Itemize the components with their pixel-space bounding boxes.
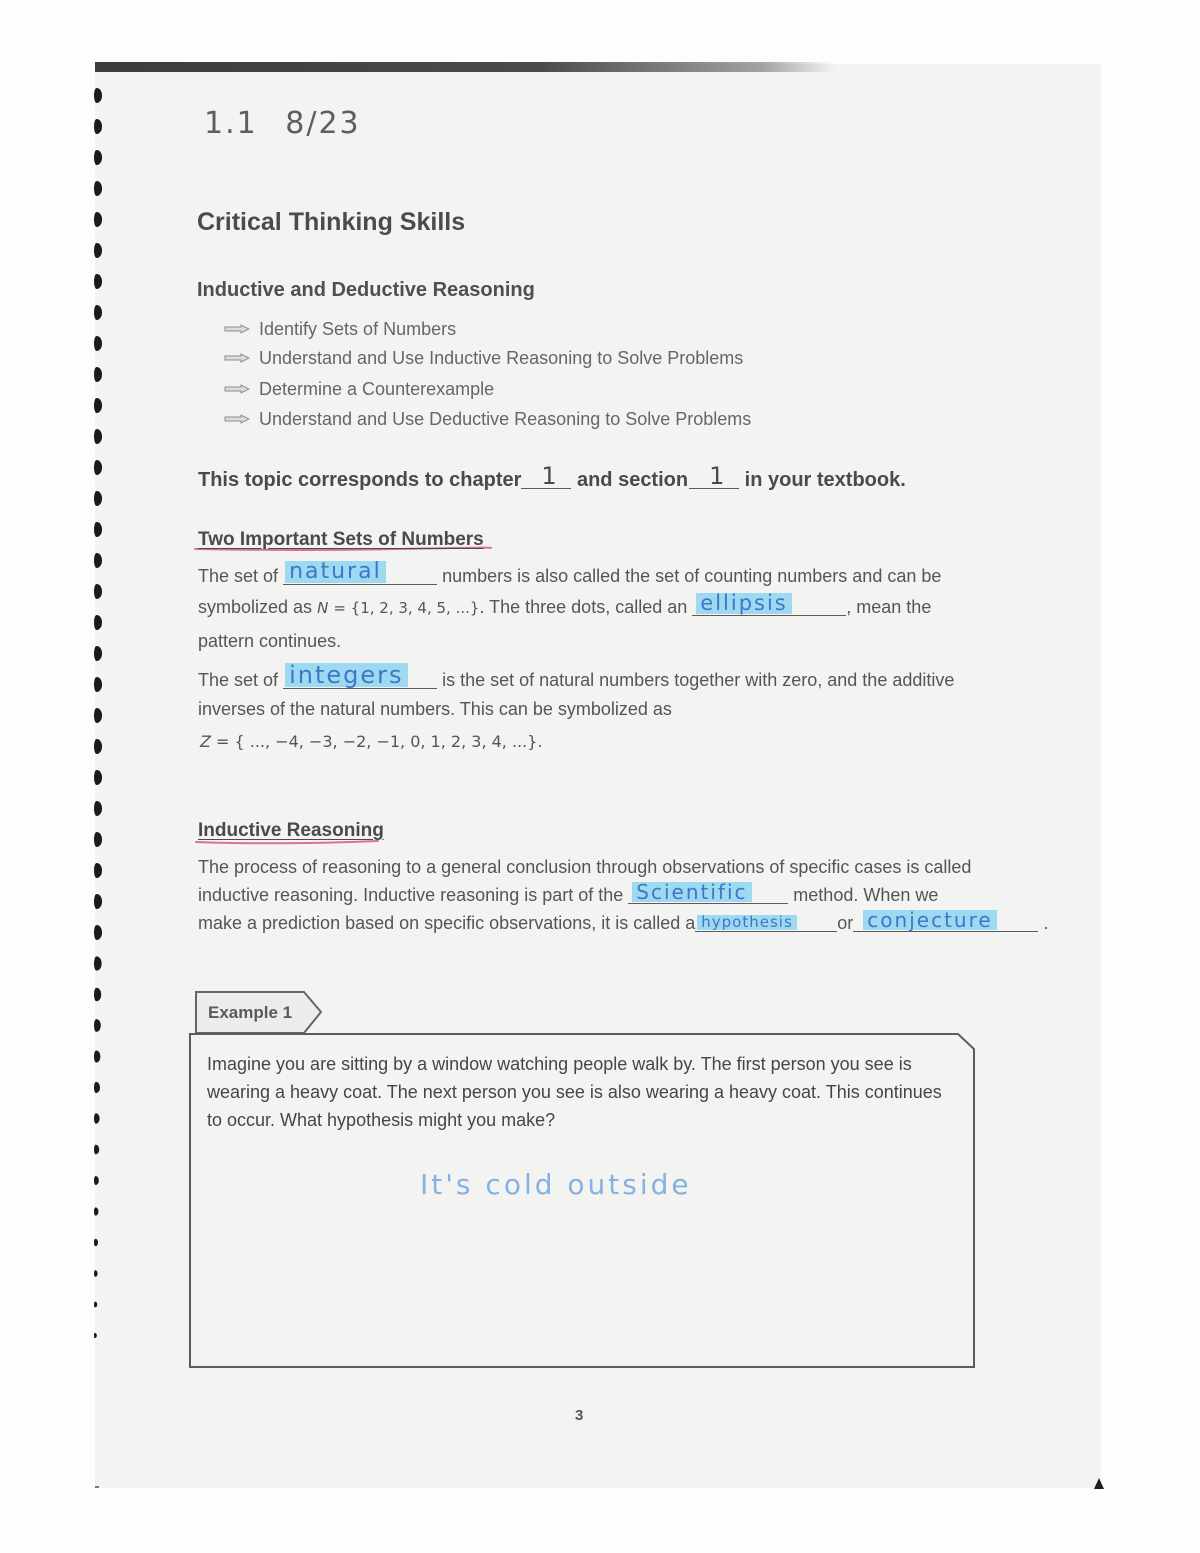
handwritten-example-answer: It's cold outside bbox=[420, 1168, 692, 1201]
inductive-line-3 bbox=[198, 910, 1048, 936]
chapter-section-sentence bbox=[198, 462, 906, 494]
objective-item bbox=[224, 346, 743, 370]
natural-symbol-line bbox=[198, 591, 932, 621]
conjecture-blank bbox=[853, 908, 1038, 932]
sentence-text: . bbox=[1043, 913, 1049, 933]
handwritten-answer-conjecture: conjecture bbox=[863, 910, 996, 930]
sentence-text: numbers is also called the set of counting numbers and can be bbox=[442, 566, 942, 586]
objective-text: Understand and Use Deductive Reasoning to Solve Problems bbox=[259, 409, 752, 429]
topic-text-middle: and section bbox=[576, 469, 689, 491]
scan-corner-mark bbox=[1094, 1478, 1104, 1489]
sentence-text: is the set of natural numbers together with zero, and the additive bbox=[442, 670, 955, 690]
page-title: Critical Thinking Skills bbox=[197, 208, 466, 236]
pattern-continues-line: pattern continues. bbox=[198, 631, 342, 651]
arrow-bullet-icon bbox=[224, 384, 250, 394]
arrow-bullet-icon bbox=[224, 414, 250, 424]
sentence-text: , mean the bbox=[846, 597, 932, 617]
natural-blank bbox=[283, 559, 437, 585]
sentence-text: method. When we bbox=[793, 885, 939, 905]
inductive-heading: Inductive Reasoning bbox=[198, 820, 384, 841]
objective-item bbox=[224, 317, 456, 341]
example-prompt-line: to occur. What hypothesis might you make? bbox=[207, 1110, 556, 1130]
hypothesis-blank bbox=[695, 911, 837, 932]
chapter-blank bbox=[521, 462, 571, 490]
natural-set-notation: = {1, 2, 3, 4, 5, ...} bbox=[333, 599, 480, 617]
example-prompt-line: Imagine you are sitting by a window watching people walk by. The first person you see is bbox=[207, 1054, 912, 1074]
integers-set-notation: = { ..., −4, −3, −2, −1, 0, 1, 2, 3, 4, ...}. bbox=[215, 732, 543, 751]
objective-text: Identify Sets of Numbers bbox=[259, 319, 457, 339]
integers-blank bbox=[283, 661, 437, 689]
scan-edge-mark bbox=[95, 1486, 99, 1488]
inductive-line-1: The process of reasoning to a general conclusion through observations of specific cases is called bbox=[198, 857, 972, 877]
sentence-text: The set of bbox=[198, 566, 279, 586]
set-symbol-z: Z bbox=[200, 732, 211, 751]
topic-text-start: This topic corresponds to chapter bbox=[198, 469, 522, 491]
example-tab-label: Example 1 bbox=[208, 1003, 293, 1022]
scientific-blank bbox=[628, 880, 788, 904]
objective-item bbox=[224, 377, 494, 401]
handwritten-chapter-number: 1 bbox=[541, 462, 557, 490]
handwritten-answer-integers: integers bbox=[285, 663, 407, 687]
objective-text: Understand and Use Inductive Reasoning to Solve Problems bbox=[259, 348, 744, 368]
topic-text-end: in your textbook. bbox=[744, 469, 906, 491]
inductive-line-2 bbox=[198, 882, 938, 908]
sentence-text: or bbox=[837, 913, 854, 933]
set-symbol-n: N bbox=[317, 599, 329, 617]
section-subtitle: Inductive and Deductive Reasoning bbox=[197, 279, 535, 301]
natural-sentence-line bbox=[198, 559, 942, 589]
integers-set-line bbox=[200, 728, 542, 755]
example-prompt-line: wearing a heavy coat. The next person you see is also wearing a heavy coat. This continues bbox=[207, 1082, 942, 1102]
sentence-text: . The three dots, called an bbox=[479, 597, 688, 617]
sets-heading: Two Important Sets of Numbers bbox=[198, 529, 484, 550]
objective-item bbox=[224, 407, 751, 431]
handwritten-answer-natural: natural bbox=[285, 561, 386, 583]
handwritten-answer-hypothesis: hypothesis bbox=[697, 915, 797, 930]
integers-sentence-line bbox=[198, 661, 955, 693]
sentence-text: symbolized as bbox=[198, 597, 313, 617]
arrow-bullet-icon bbox=[224, 353, 250, 363]
handwritten-answer-ellipsis: ellipsis bbox=[696, 593, 791, 614]
handwritten-answer-scientific: Scientific bbox=[632, 882, 751, 902]
ellipsis-blank bbox=[692, 591, 846, 616]
arrow-bullet-icon bbox=[224, 324, 250, 334]
page-number: 3 bbox=[575, 1407, 584, 1424]
objective-text: Determine a Counterexample bbox=[259, 379, 495, 399]
section-blank bbox=[689, 462, 739, 490]
sentence-text: make a prediction based on specific observations, it is called a bbox=[198, 913, 696, 933]
sentence-text: inductive reasoning. Inductive reasoning is part of the bbox=[198, 885, 624, 905]
sentence-text: The set of bbox=[198, 670, 279, 690]
handwritten-section-number: 1 bbox=[709, 462, 725, 490]
handwritten-date-note: 1.1 8/23 bbox=[204, 106, 361, 141]
integers-inverse-line: inverses of the natural numbers. This can be symbolized as bbox=[198, 699, 672, 719]
